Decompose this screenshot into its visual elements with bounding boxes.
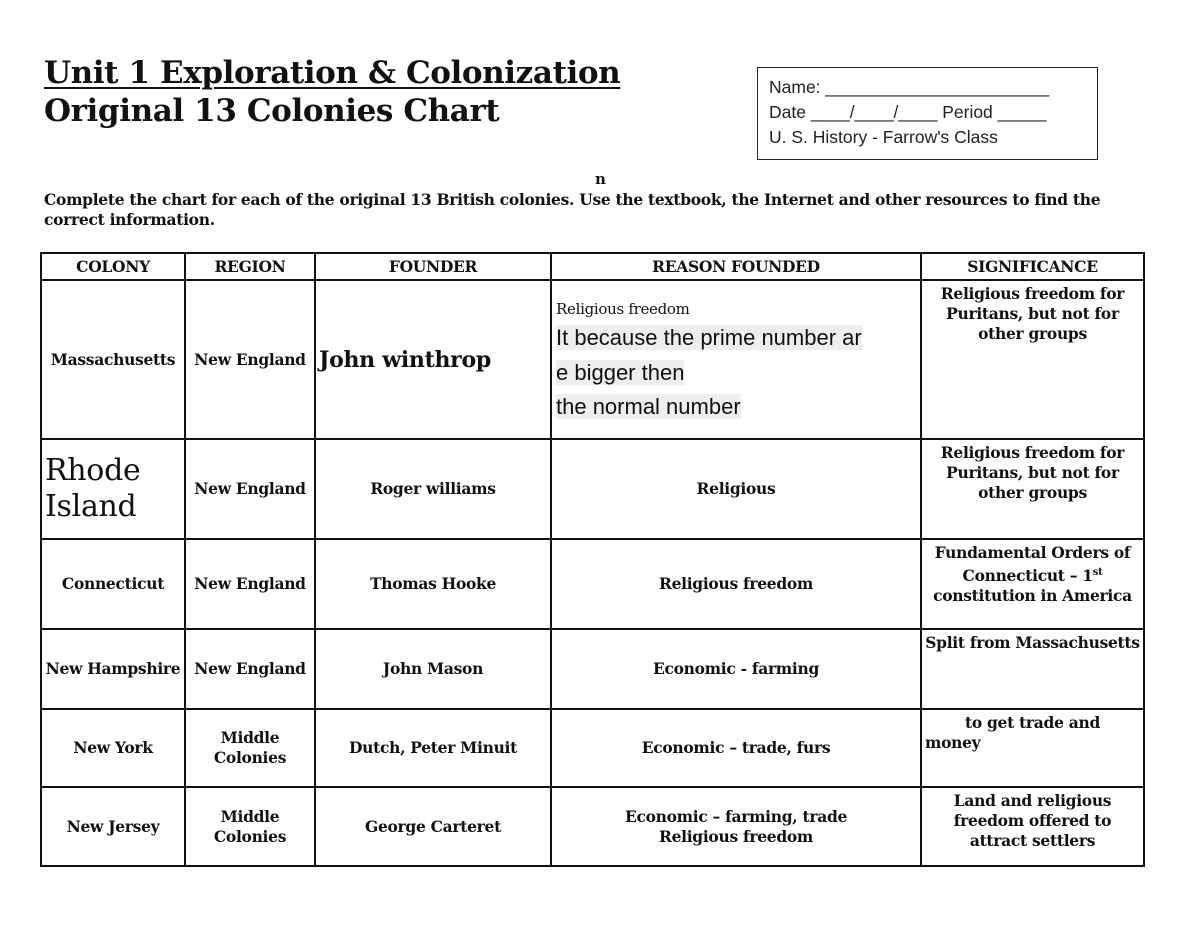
class-label: U. S. History - Farrow's Class	[769, 127, 998, 147]
significance-line: to get trade and	[965, 713, 1100, 732]
region-cell[interactable]: Middle Colonies	[185, 787, 315, 866]
stray-character: n	[595, 170, 606, 188]
region-cell[interactable]: New England	[185, 439, 315, 539]
column-header-significance: SIGNIFICANCE	[921, 253, 1144, 280]
founder-cell[interactable]: John Mason	[315, 629, 551, 709]
reason-cell[interactable]	[551, 280, 921, 439]
reason-line: Religious freedom	[658, 826, 813, 846]
reason-line: Economic – farming, trade	[624, 806, 848, 826]
column-header-reason: REASON FOUNDED	[551, 253, 921, 280]
table-header-row	[41, 253, 1144, 280]
ordinal-suffix: st	[1092, 567, 1103, 578]
colony-cell[interactable]: New York	[41, 709, 185, 787]
colony-cell[interactable]: Massachusetts	[41, 280, 185, 439]
reason-text: Religious freedom	[556, 300, 690, 318]
date-period-field[interactable]: Date ____/____/____ Period _____	[769, 102, 1047, 122]
colony-cell[interactable]: New Hampshire	[41, 629, 185, 709]
instructions: Complete the chart for each of the original 13 British colonies. Use the textbook, the Internet and other resources to find the correct information.	[44, 190, 1101, 229]
typed-answer[interactable]	[556, 321, 916, 425]
founder-cell[interactable]: Thomas Hooke	[315, 539, 551, 629]
significance-cell[interactable]	[921, 539, 1144, 629]
significance-cell[interactable]: Land and religious freedom offered to attract settlers	[921, 787, 1144, 866]
region-cell[interactable]: Middle Colonies	[185, 709, 315, 787]
founder-cell[interactable]: George Carteret	[315, 787, 551, 866]
reason-cell[interactable]	[551, 787, 921, 866]
colony-cell[interactable]: Connecticut	[41, 539, 185, 629]
reason-cell[interactable]: Religious	[551, 439, 921, 539]
significance-text: constitution in America	[933, 586, 1132, 606]
table-row	[41, 280, 1144, 439]
table-row	[41, 539, 1144, 629]
significance-cell[interactable]	[921, 709, 1144, 787]
table-row	[41, 439, 1144, 539]
significance-line: money	[925, 733, 981, 752]
table-row	[41, 629, 1144, 709]
colony-cell[interactable]: Rhode Island	[41, 439, 185, 539]
column-header-colony: COLONY	[41, 253, 185, 280]
region-cell[interactable]: New England	[185, 539, 315, 629]
name-field[interactable]: Name: _______________________	[769, 77, 1050, 97]
worksheet-title	[44, 54, 620, 130]
table-row	[41, 709, 1144, 787]
reason-cell[interactable]: Economic – trade, furs	[551, 709, 921, 787]
column-header-founder: FOUNDER	[315, 253, 551, 280]
significance-cell[interactable]: Split from Massachusetts	[921, 629, 1144, 709]
significance-text: Fundamental Orders of Connecticut – 1	[934, 543, 1131, 586]
title-chart: Original 13 Colonies Chart	[44, 93, 500, 129]
region-cell[interactable]: New England	[185, 280, 315, 439]
answer-line: the normal number	[556, 394, 741, 419]
founder-cell[interactable]: John winthrop	[315, 280, 551, 439]
colony-cell[interactable]: New Jersey	[41, 787, 185, 866]
title-unit: Unit 1 Exploration & Colonization	[44, 55, 621, 91]
significance-cell[interactable]: Religious freedom for Puritans, but not for other groups	[921, 280, 1144, 439]
significance-cell[interactable]: Religious freedom for Puritans, but not for other groups	[921, 439, 1144, 539]
answer-line: It because the prime number ar	[556, 325, 862, 350]
founder-cell[interactable]: Roger williams	[315, 439, 551, 539]
colonies-table	[40, 252, 1145, 867]
region-cell[interactable]: New England	[185, 629, 315, 709]
reason-cell[interactable]: Economic - farming	[551, 629, 921, 709]
reason-cell[interactable]: Religious freedom	[551, 539, 921, 629]
founder-cell[interactable]: Dutch, Peter Minuit	[315, 709, 551, 787]
column-header-region: REGION	[185, 253, 315, 280]
table-row	[41, 787, 1144, 866]
answer-line: e bigger then	[556, 359, 685, 385]
student-info-box	[757, 67, 1098, 160]
